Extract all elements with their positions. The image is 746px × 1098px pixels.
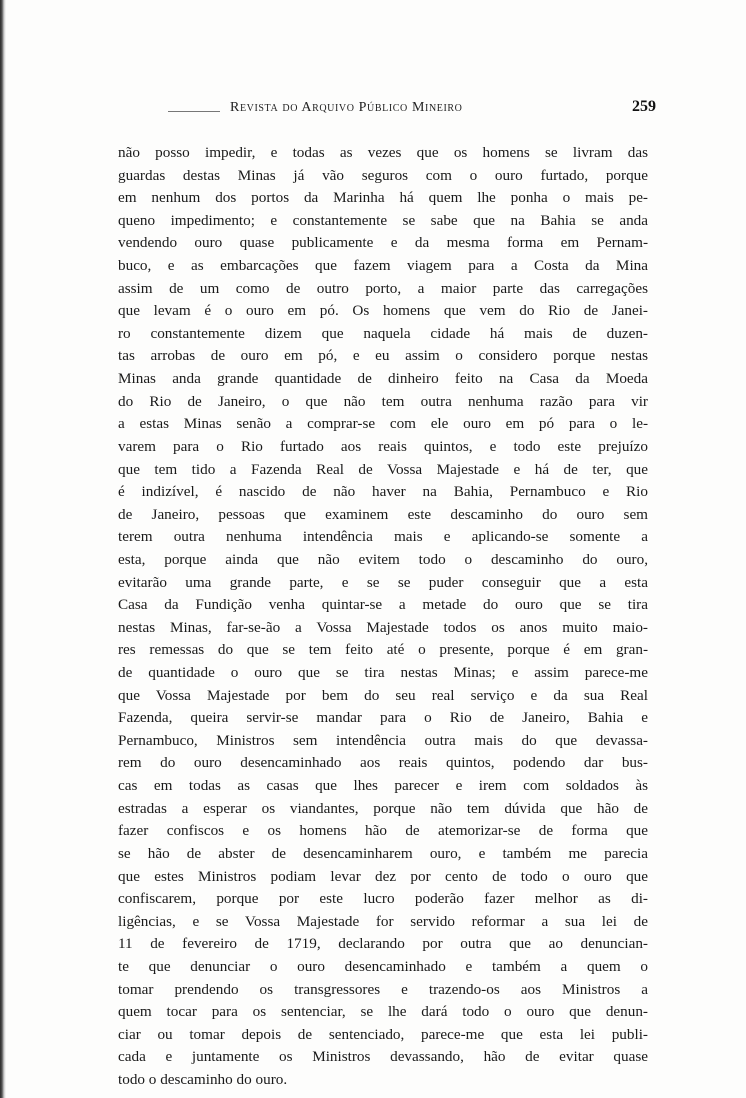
text-line: evitarão uma grande parte, e se se puder conseguir que a esta (118, 573, 648, 591)
text-line: rem do ouro desencaminhado aos reais quintos, podendo dar bus- (118, 754, 648, 772)
text-line: do Rio de Janeiro, o que não tem outra nenhuma razão para vir (118, 392, 648, 410)
text-line: res remessas do que se tem feito até o presente, porque é em gran- (118, 641, 648, 659)
text-line: que levam é o ouro em pó. Os homens que vem do Rio de Janei- (118, 302, 648, 320)
text-line: que tem tido a Fazenda Real de Vossa Majestade e há de ter, que (118, 460, 648, 478)
text-line: todo o descaminho do ouro. (118, 1070, 288, 1088)
text-line: ligências, e se Vossa Majestade for servido reformar a sua lei de (118, 912, 648, 930)
text-line: Casa da Fundição venha quintar-se a metade do ouro que se tira (118, 596, 648, 614)
header-rule (168, 111, 220, 112)
text-line: que Vossa Majestade por bem do seu real serviço e da sua Real (118, 686, 648, 704)
text-line: nestas Minas, far-se-ão a Vossa Majestade todos os anos muito maio- (118, 618, 648, 636)
text-line: vendendo ouro quase publicamente e da mesma forma em Pernam- (118, 234, 648, 252)
text-line: estradas a esperar os viandantes, porque não tem dúvida que hão de (118, 799, 648, 817)
text-line: a estas Minas senão a comprar-se com ele ouro em pó para o le- (118, 415, 648, 433)
text-line: buco, e as embarcações que fazem viagem para a Costa da Mina (118, 257, 648, 275)
text-line: é indizível, é nascido de não haver na Bahia, Pernambuco e Rio (118, 483, 648, 501)
text-line: ciar ou tomar depois de sentenciado, parece-me que esta lei publi- (118, 1025, 648, 1043)
text-line: de Janeiro, pessoas que examinem este descaminho do ouro sem (118, 505, 648, 523)
text-line: não posso impedir, e todas as vezes que os homens se livram das (118, 144, 648, 161)
text-line: Pernambuco, Ministros sem intendência outra mais do que devassa- (118, 731, 648, 749)
text-line: tas arrobas de ouro em pó, e eu assim o considero porque nestas (118, 347, 648, 365)
text-line: de quantidade o ouro que se tira nestas Minas; e assim parece-me (118, 664, 648, 682)
text-line: Fazenda, queira servir-se mandar para o Rio de Janeiro, Bahia e (118, 709, 648, 727)
body-text (118, 142, 648, 1092)
text-line: varem para o Rio furtado aos reais quintos, e todo este prejuízo (118, 437, 648, 455)
text-line: se hão de abster de desencaminharem ouro, e também me parecia (118, 844, 648, 862)
text-line: quem tocar para os sentenciar, se lhe dará todo o ouro que denun- (118, 1003, 648, 1021)
running-header (168, 98, 656, 126)
text-line: tomar prendendo os transgressores e trazendo-os aos Ministros a (118, 980, 648, 998)
text-line: cada e juntamente os Ministros devassando, hão de evitar quase (118, 1048, 648, 1066)
text-line: guardas destas Minas já vão seguros com o ouro furtado, porque (118, 166, 648, 184)
page-binding-edge (0, 0, 6, 1098)
text-line: em nenhum dos portos da Marinha há quem lhe ponha o mais pe- (118, 189, 648, 207)
text-line: 11 de fevereiro de 1719, declarando por outra que ao denuncian- (118, 935, 648, 953)
text-line: terem outra nenhuma intendência mais e aplicando-se somente a (118, 528, 648, 546)
text-line: cas em todas as casas que lhes parecer e irem com soldados às (118, 777, 648, 795)
text-line: Minas anda grande quantidade de dinheiro feito na Casa da Moeda (118, 370, 648, 388)
text-line: fazer confiscos e os homens hão de atemorizar-se de forma que (118, 822, 648, 840)
text-line: te que denunciar o ouro desencaminhado e também a quem o (118, 957, 648, 975)
text-line: confiscarem, porque por este lucro poderão fazer melhor as di- (118, 890, 648, 908)
journal-title: Revista do Arquivo Público Mineiro (230, 100, 463, 115)
text-line: ro constantemente dizem que naquela cidade há mais de duzen- (118, 324, 648, 342)
text-line: assim de um como de outro porto, a maior parte das carregações (118, 279, 648, 297)
text-line: esta, porque ainda que não evitem todo o descaminho do ouro, (118, 550, 648, 568)
text-line: que estes Ministros podiam levar dez por cento de todo o ouro que (118, 867, 648, 885)
text-line: queno impedimento; e constantemente se sabe que na Bahia se anda (118, 211, 648, 229)
page-number: 259 (632, 98, 656, 115)
